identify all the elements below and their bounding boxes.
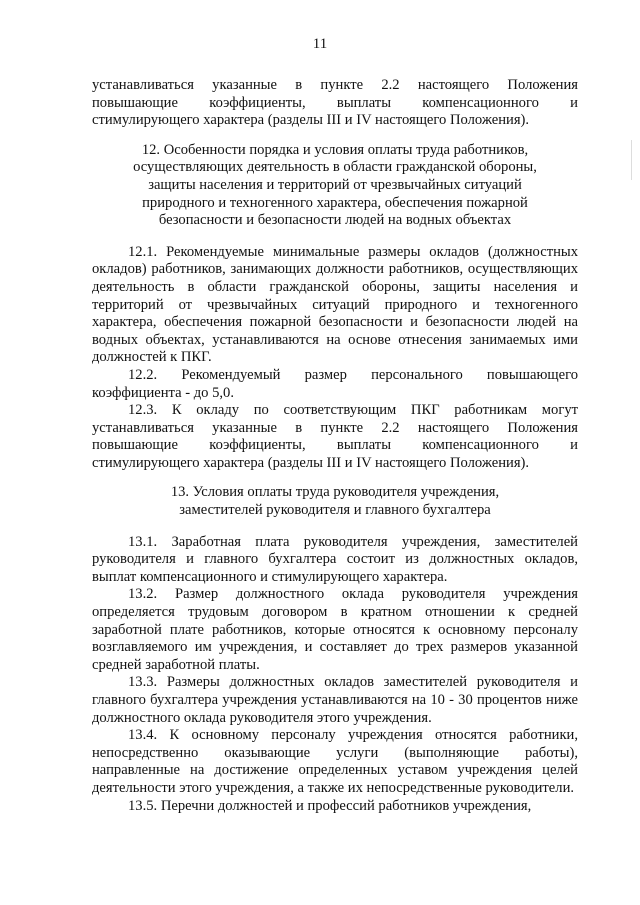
- paragraph-12-2: 12.2. Рекомендуемый размер персонального повышающего коэффициента - до 5,0.: [92, 366, 578, 401]
- paragraph-12-1: 12.1. Рекомендуемые минимальные размеры окладов (должностных окладов) работников, занимающих должности работников, осуществляющих деятельность в области гражданской обороны, защиты населения и территорий от чрезвычайных ситуаций природного и техногенного характера, обеспечения пожарной безопасности и безопасности людей на водных объектах, устанавливаются на основе отнесения занимаемых ими должностей к ПКГ.: [92, 243, 578, 366]
- intro-paragraph: устанавливаться указанные в пункте 2.2 настоящего Положения повышающие коэффициенты, выплаты компенсационного и стимулирующего характера (разделы III и IV настоящего Положения).: [92, 77, 578, 129]
- section-12-heading: 12. Особенности порядка и условия оплаты труда работников, осуществляющих деятельность в области гражданской обороны, защиты населения и территорий от чрезвычайных ситуаций природного и техногенного характера, обеспечения пожарной безопасности и безопасности людей на водных объектах: [133, 141, 537, 229]
- paragraph-13-2: 13.2. Размер должностного оклада руководителя учреждения определяется трудовым договором в кратном отношении к средней заработной плате работников, которые относятся к основному персоналу возглавляемого им учреждения, и составляет до трех размеров указанной средней заработной платы.: [92, 586, 578, 673]
- paragraph-13-3: 13.3. Размеры должностных окладов заместителей руководителя и главного бухгалтера учреждения устанавливаются на 10 - 30 процентов ниже должностного оклада руководителя этого учреждения.: [92, 674, 578, 726]
- page-content: [92, 77, 578, 815]
- spacer: [92, 472, 578, 484]
- spacer: [92, 520, 578, 534]
- paragraph-13-5: 13.5. Перечни должностей и профессий работников учреждения,: [128, 797, 532, 814]
- section-13-heading-line-1: 13. Условия оплаты труда руководителя учреждения,: [170, 484, 500, 501]
- paragraph-13-1: 13.1. Заработная плата руководителя учреждения, заместителей руководителя и главного бухгалтера состоит из должностных окладов, выплат компенсационного и стимулирующего характера.: [92, 533, 578, 585]
- section-13-heading-line-2: заместителей руководителя и главного бухгалтера: [179, 502, 491, 519]
- paragraph-13-4: 13.4. К основному персоналу учреждения относятся работники, непосредственно оказывающие услуги (выполняющие работы), направленные на достижение определенных уставом учреждения целей деятельности этого учреждения, а также их непосредственные руководители.: [92, 727, 578, 796]
- scan-margin-mark: [631, 140, 632, 180]
- spacer: [92, 130, 578, 142]
- page-number: 11: [312, 36, 328, 52]
- paragraph-12-3: 12.3. К окладу по соответствующим ПКГ работникам могут устанавливаться указанные в пункте 2.2 настоящего Положения повышающие коэффициенты, выплаты компенсационного и стимулирующего характера (разделы III и IV настоящего Положения).: [92, 402, 578, 471]
- spacer: [92, 230, 578, 244]
